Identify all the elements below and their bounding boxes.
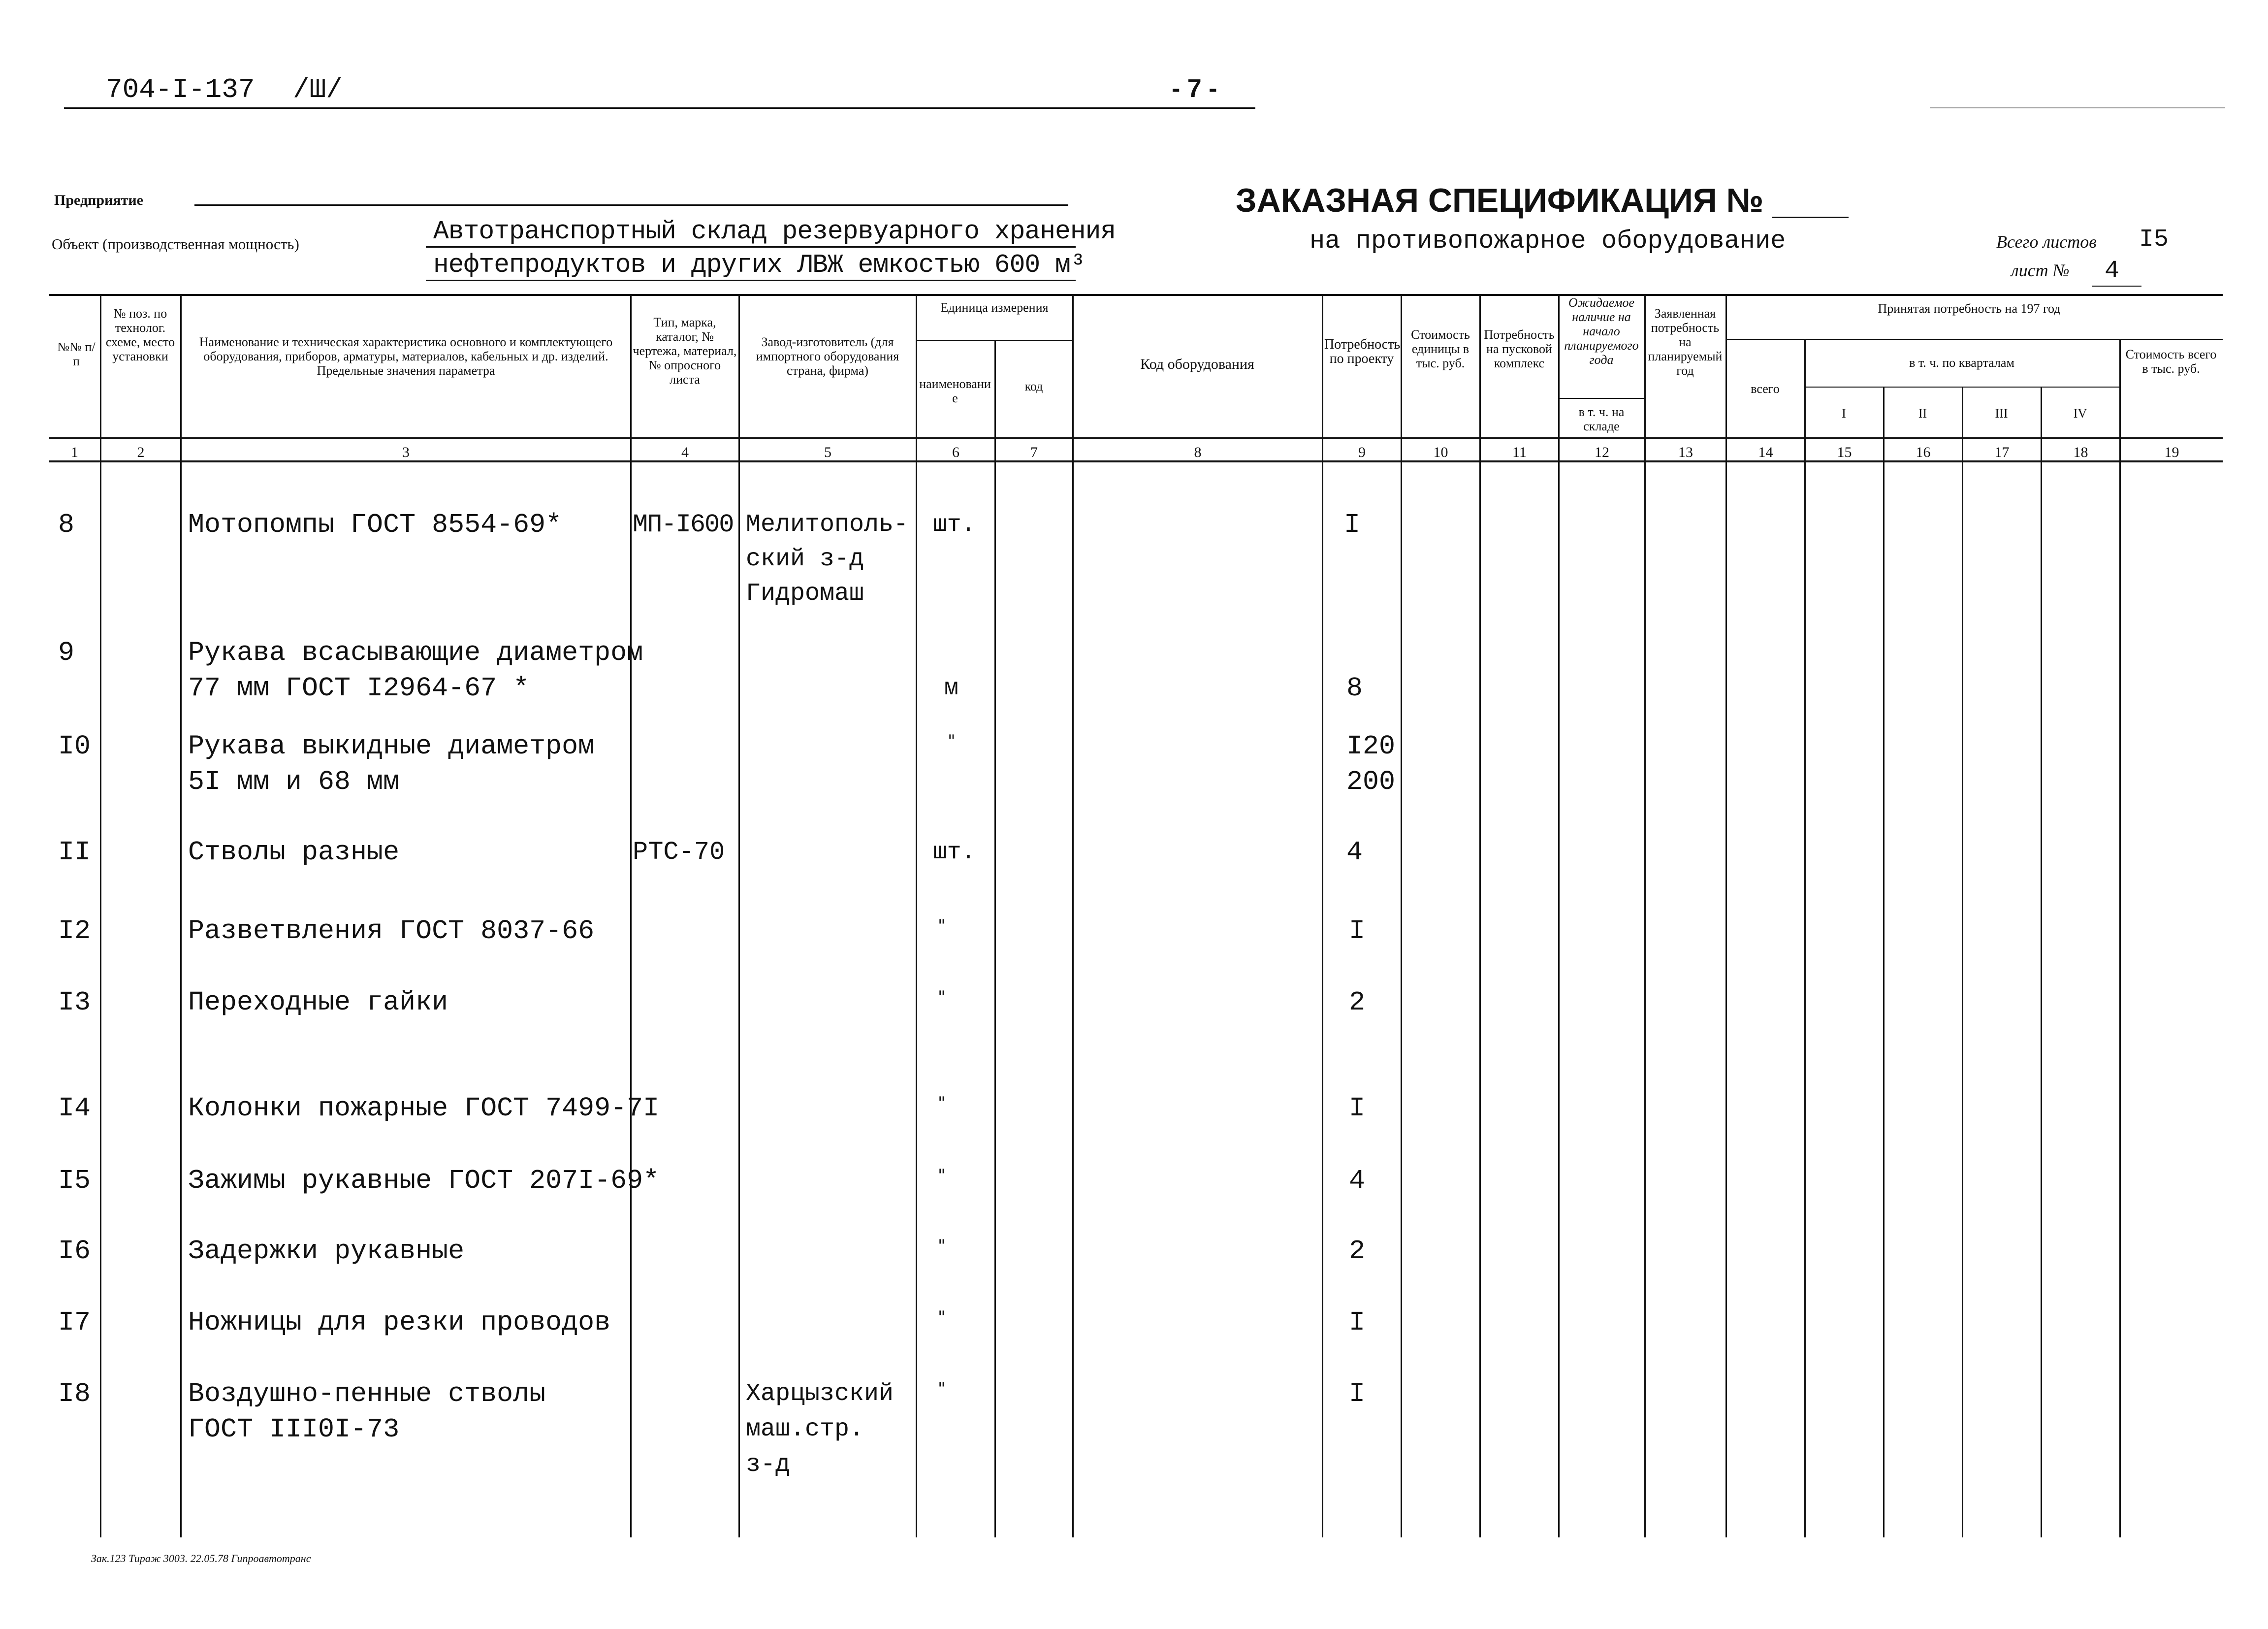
header-c19: Стоимость всего в тыс. руб. xyxy=(2125,347,2217,376)
item-name: Ножницы для резки проводов xyxy=(188,1307,611,1338)
col-line-4 xyxy=(738,294,740,1537)
colnum: 2 xyxy=(137,444,145,460)
item-unit: м xyxy=(944,675,958,702)
row-number: I8 xyxy=(58,1378,91,1409)
item-qty: I xyxy=(1349,915,1366,946)
item-unit: " xyxy=(938,1093,946,1113)
header-c8: Код оборудования xyxy=(1140,356,1254,372)
item-qty: 4 xyxy=(1346,837,1363,868)
colnum: 14 xyxy=(1758,444,1773,460)
sheet-number-line xyxy=(2092,286,2141,287)
row-number: 8 xyxy=(58,509,75,540)
spec-subtitle: на противопожарное оборудование xyxy=(1310,227,1786,256)
header-c14: всего xyxy=(1751,382,1780,396)
item-qty: I xyxy=(1349,1307,1366,1338)
item-name: Зажимы рукавные ГОСТ 207I-69* xyxy=(188,1165,660,1196)
enterprise-line xyxy=(194,204,1068,206)
header-c3: Наименование и техническая характеристика основного и комплектующего оборудования, приборов, арматуры, материалов, кабельных и др. изделий. Предельные значения параметра xyxy=(199,335,613,378)
row-number: 9 xyxy=(58,637,75,668)
item-type: РТС-70 xyxy=(633,838,725,867)
spec-title: ЗАКАЗНАЯ СПЕЦИФИКАЦИЯ № xyxy=(1236,182,1764,219)
item-name: Переходные гайки xyxy=(188,987,448,1018)
colnum: 16 xyxy=(1916,444,1931,460)
item-qty: 2 xyxy=(1349,1236,1366,1267)
col-line-1 xyxy=(100,294,101,1537)
header-c1: №№ п/п xyxy=(57,340,96,368)
colnum: 9 xyxy=(1358,444,1366,460)
item-name: 5I мм и 68 мм xyxy=(188,766,400,797)
object-underline-2 xyxy=(426,280,1076,281)
col-line-2 xyxy=(180,294,182,1537)
col-line-13 xyxy=(1725,294,1727,1537)
row-number: II xyxy=(58,837,91,868)
header-bottom-border xyxy=(49,437,2223,439)
item-maker: маш.стр. xyxy=(746,1415,864,1443)
item-unit: " xyxy=(938,1166,946,1185)
colnum: 4 xyxy=(681,444,689,460)
header-c11: Потребность на пусковой комплекс xyxy=(1484,327,1555,370)
object-label: Объект (производственная мощность) xyxy=(52,235,299,253)
colnum: 13 xyxy=(1678,444,1693,460)
accepted-group-divider xyxy=(1725,339,2223,340)
col-line-6 xyxy=(994,340,996,1537)
item-qty: 4 xyxy=(1349,1165,1366,1196)
item-unit: шт. xyxy=(933,839,976,866)
colnum: 6 xyxy=(952,444,959,460)
col-line-12 xyxy=(1644,294,1646,1537)
row-number: I4 xyxy=(58,1093,91,1124)
colnum: 1 xyxy=(71,444,78,460)
colnum: 8 xyxy=(1194,444,1202,460)
item-qty: I xyxy=(1344,509,1361,540)
col-line-5 xyxy=(916,294,917,1537)
item-qty: 2 xyxy=(1349,987,1366,1018)
item-name: Задержки рукавные xyxy=(188,1236,465,1267)
item-name: Рукава всасывающие диаметром xyxy=(188,637,643,668)
col-line-16 xyxy=(1962,387,1963,1537)
item-qty: I xyxy=(1349,1093,1366,1124)
item-maker: з-д xyxy=(746,1451,791,1479)
item-maker: Мелитополь- xyxy=(746,511,909,539)
header-accepted-group: Принятая потребность на 197 год xyxy=(1878,301,2061,316)
col-line-10 xyxy=(1479,294,1481,1537)
item-name: Колонки пожарные ГОСТ 7499-7I xyxy=(188,1093,660,1124)
item-name: Мотопомпы ГОСТ 8554-69* xyxy=(188,509,562,540)
header-c12: Ожидаемое наличие на начало планируемого года xyxy=(1564,295,1639,367)
col-line-17 xyxy=(2041,387,2042,1537)
total-sheets-value: I5 xyxy=(2139,226,2169,254)
item-qty: I20 xyxy=(1346,731,1396,762)
colnum: 7 xyxy=(1030,444,1038,460)
top-rule-right xyxy=(1930,107,2225,108)
item-unit: " xyxy=(938,1307,946,1327)
col-line-9 xyxy=(1401,294,1402,1537)
row-number: I5 xyxy=(58,1165,91,1196)
total-sheets-label: Всего листов xyxy=(1996,232,2097,252)
colnum: 11 xyxy=(1512,444,1527,460)
item-maker: Гидромаш xyxy=(746,580,864,608)
item-unit: " xyxy=(948,731,956,751)
header-c15: I xyxy=(1842,406,1846,421)
colnum: 15 xyxy=(1837,444,1852,460)
row-number: I0 xyxy=(58,731,91,762)
item-name: 77 мм ГОСТ I2964-67 * xyxy=(188,673,530,704)
doc-code: 704-I-137 xyxy=(106,74,255,105)
colnum: 18 xyxy=(2073,444,2088,460)
sheet-number-value: 4 xyxy=(2105,257,2120,285)
item-maker: ский з-д xyxy=(746,545,864,573)
object-line-2: нефтепродуктов и других ЛВЖ емкостью 600 м³ xyxy=(433,250,1086,280)
header-c4: Тип, марка, каталог, № чертежа, материал, № опросного листа xyxy=(633,315,737,387)
colnum: 3 xyxy=(402,444,410,460)
item-name: Стволы разные xyxy=(188,837,400,868)
item-name: Разветвления ГОСТ 8037-66 xyxy=(188,915,595,946)
item-name: Рукава выкидные диаметром xyxy=(188,731,595,762)
col-line-11 xyxy=(1558,294,1560,1537)
col-line-14 xyxy=(1804,339,1806,1537)
header-c5: Завод-изготовитель (для импортного оборудования страна, фирма) xyxy=(756,335,899,378)
col-line-8 xyxy=(1322,294,1323,1537)
volume-mark: /Ш/ xyxy=(293,74,343,105)
header-quarters-group: в т. ч. по кварталам xyxy=(1909,356,2014,370)
top-rule xyxy=(64,107,1255,109)
item-name: Воздушно-пенные стволы xyxy=(188,1378,546,1409)
stock-divider xyxy=(1558,398,1644,399)
item-unit: " xyxy=(938,916,946,936)
col-line-3 xyxy=(630,294,632,1537)
print-footer: Зак.123 Тираж 3003. 22.05.78 Гипроавтотранс xyxy=(91,1552,311,1564)
row-number: I7 xyxy=(58,1307,91,1338)
colnum: 17 xyxy=(1994,444,2010,460)
row-number: I6 xyxy=(58,1236,91,1267)
object-underline xyxy=(426,246,1076,248)
header-c12b: в т. ч. на складе xyxy=(1578,405,1625,433)
col-line-7 xyxy=(1072,294,1074,1537)
item-unit: " xyxy=(938,1236,946,1256)
header-c9: Потребность по проекту xyxy=(1324,337,1401,366)
item-unit: " xyxy=(938,1379,946,1399)
header-unit-group: Единица измерения xyxy=(940,300,1049,315)
item-qty: I xyxy=(1349,1378,1366,1409)
colnum: 10 xyxy=(1433,444,1448,460)
table-top-border xyxy=(49,294,2223,296)
col-line-15 xyxy=(1883,387,1885,1537)
item-maker: Харцызский xyxy=(746,1380,894,1408)
row-number: I3 xyxy=(58,987,91,1018)
header-c6: наименование xyxy=(919,377,991,405)
item-type: МП-I600 xyxy=(633,510,734,539)
colnum: 19 xyxy=(2164,444,2179,460)
item-qty: 8 xyxy=(1346,673,1363,704)
item-unit: " xyxy=(938,987,946,1007)
item-name: ГОСТ III0I-73 xyxy=(188,1414,400,1445)
colnum: 12 xyxy=(1595,444,1609,460)
header-c17: III xyxy=(1995,406,2008,421)
page-number: - 7 - xyxy=(1172,74,1217,103)
header-c13: Заявленная потребность на планируемый год xyxy=(1648,306,1723,378)
row-number: I2 xyxy=(58,915,91,946)
header-c2: № поз. по технолог. схеме, место установки xyxy=(105,306,175,363)
colnum: 5 xyxy=(824,444,831,460)
item-unit: шт. xyxy=(933,512,976,538)
header-c7: код xyxy=(1024,379,1043,393)
header-c18: IV xyxy=(2073,406,2087,421)
header-c10: Стоимость единицы в тыс. руб. xyxy=(1411,327,1470,370)
item-qty: 200 xyxy=(1346,766,1396,797)
sheet-number-label: лист № xyxy=(2011,261,2070,280)
col-line-18 xyxy=(2119,339,2121,1537)
spec-number-line xyxy=(1772,217,1849,218)
object-line-1: Автотранспортный склад резервуарного хранения xyxy=(433,217,1116,246)
header-c16: II xyxy=(1918,406,1927,421)
enterprise-label: Предприятие xyxy=(54,192,143,208)
